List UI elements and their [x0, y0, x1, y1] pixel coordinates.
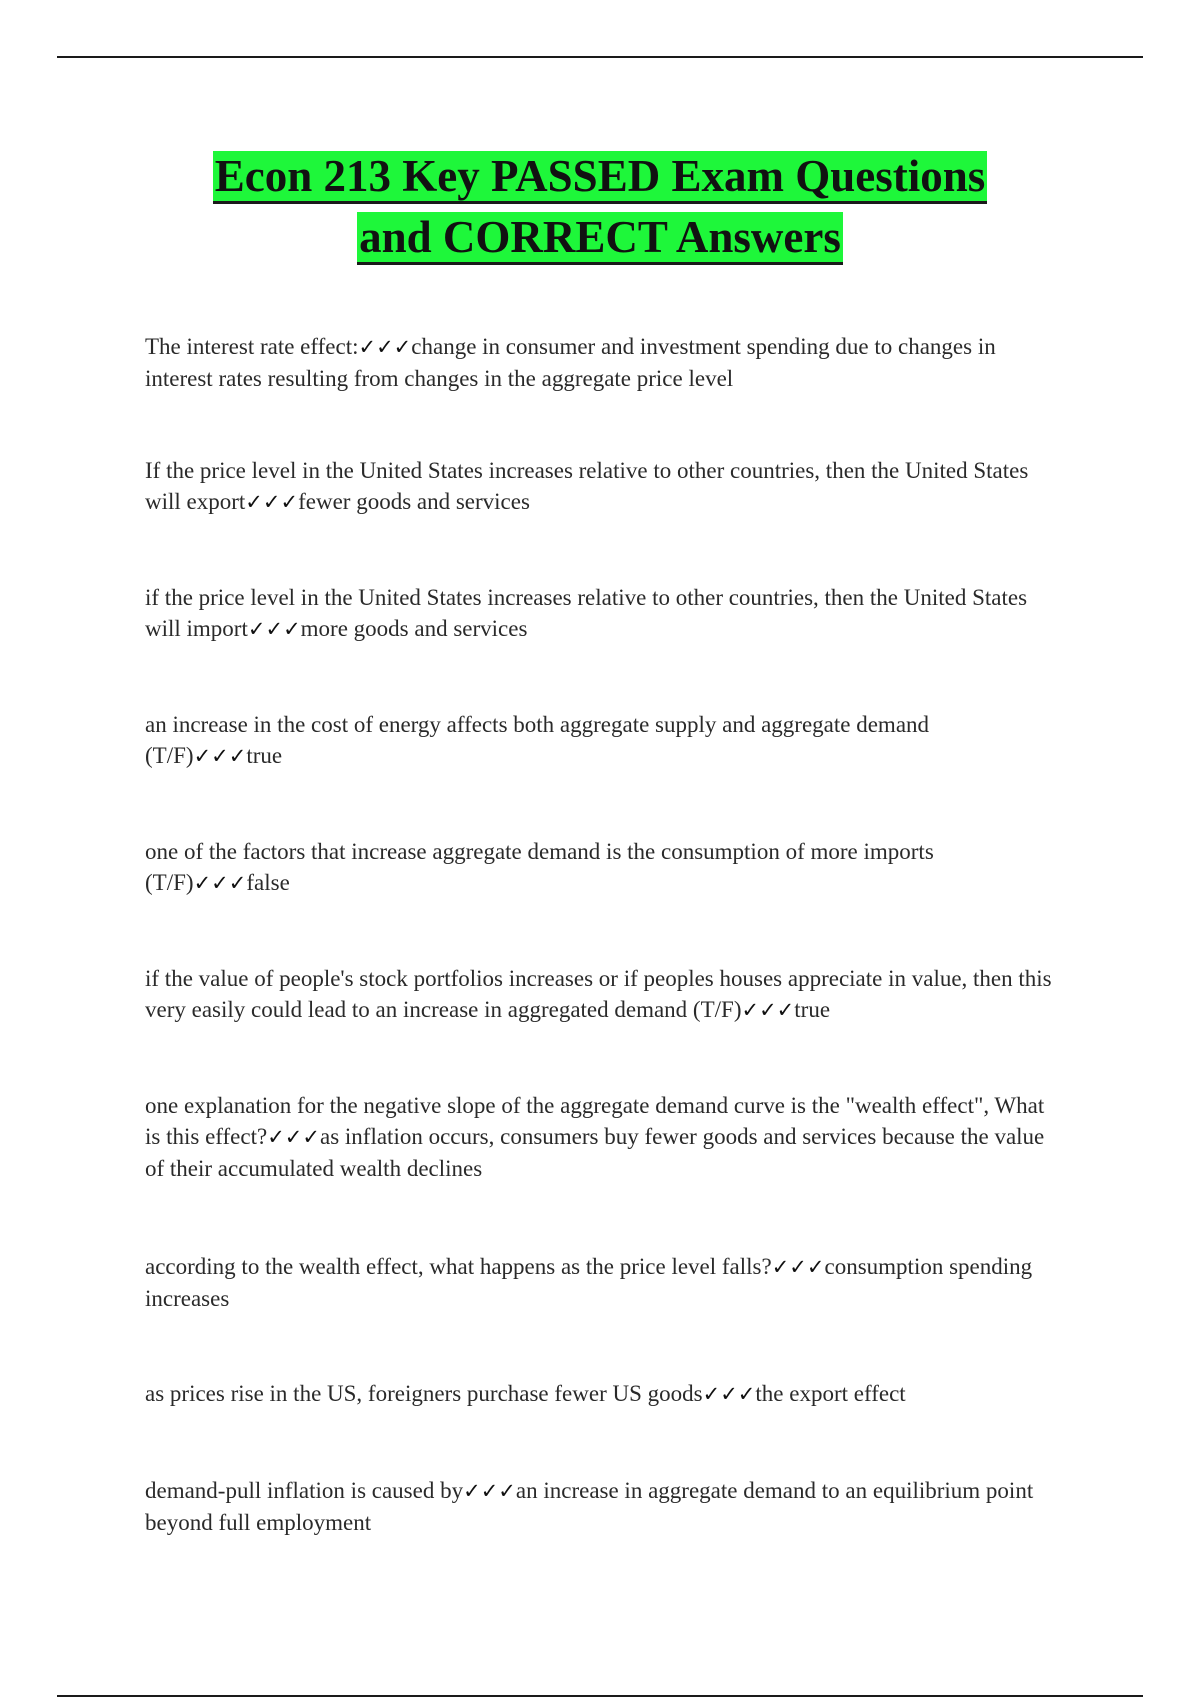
- question-text: demand-pull inflation is caused by: [145, 1478, 464, 1503]
- bottom-rule: [57, 1695, 1143, 1697]
- answer-text: the export effect: [755, 1381, 906, 1406]
- checkmark-icon: ✓✓✓: [193, 871, 247, 895]
- checkmark-icon: ✓✓✓: [771, 1255, 825, 1279]
- question-text: as prices rise in the US, foreigners purchase fewer US goods: [145, 1381, 703, 1406]
- title-line-1: Econ 213 Key PASSED Exam Questions: [213, 151, 988, 204]
- question-text: one of the factors that increase aggregate demand is the consumption of more imports (T/F): [145, 839, 934, 895]
- answer-text: as inflation occurs, consumers buy fewer goods and services because the value of their accumulated wealth declines: [145, 1124, 1045, 1181]
- qa-item-6: [145, 963, 1065, 1026]
- checkmark-icon: ✓✓✓: [358, 335, 412, 359]
- answer-text: true: [794, 997, 831, 1022]
- qa-item-4: [145, 709, 1065, 772]
- question-text: if the value of people's stock portfolios increases or if peoples houses appreciate in value, then this very easily could lead to an increase in aggregated demand (T/F): [145, 966, 1052, 1022]
- top-rule: [57, 56, 1143, 58]
- qa-item-3: [145, 582, 1065, 645]
- question-text: an increase in the cost of energy affects both aggregate supply and aggregate demand (T/F): [145, 712, 930, 768]
- checkmark-icon: ✓✓✓: [267, 1125, 320, 1149]
- qa-item-10: [145, 1475, 1065, 1538]
- qa-item-5: [145, 836, 1065, 899]
- answer-text: consumption spending increases: [145, 1254, 1033, 1311]
- title-line-2: and CORRECT Answers: [357, 212, 843, 265]
- qa-item-7: [145, 1090, 1065, 1184]
- answer-text: change in consumer and investment spending due to changes in interest rates resulting from changes in the aggregate price level: [145, 334, 996, 391]
- document-title: [0, 146, 1200, 268]
- question-text: according to the wealth effect, what happens as the price level falls?: [145, 1254, 772, 1279]
- qa-item-8: [145, 1251, 1065, 1314]
- checkmark-icon: ✓✓✓: [245, 490, 299, 514]
- question-text: one explanation for the negative slope of the aggregate demand curve is the "wealth effect", What is this effect?: [145, 1093, 1045, 1149]
- answer-text: fewer goods and services: [298, 489, 530, 514]
- checkmark-icon: ✓✓✓: [702, 1382, 756, 1406]
- answer-text: more goods and services: [300, 616, 528, 641]
- answer-text: an increase in aggregate demand to an equilibrium point beyond full employment: [145, 1478, 1034, 1535]
- question-text: if the price level in the United States increases relative to other countries, then the United States will import: [145, 585, 1028, 641]
- question-text: If the price level in the United States increases relative to other countries, then the United States will export: [145, 458, 1029, 514]
- checkmark-icon: ✓✓✓: [463, 1479, 516, 1503]
- qa-item-1: [145, 331, 1065, 394]
- checkmark-icon: ✓✓✓: [741, 998, 795, 1022]
- answer-text: false: [246, 870, 290, 895]
- qa-item-2: [145, 455, 1065, 518]
- answer-text: true: [246, 743, 283, 768]
- question-text: The interest rate effect:: [145, 334, 359, 359]
- checkmark-icon: ✓✓✓: [247, 617, 301, 641]
- checkmark-icon: ✓✓✓: [193, 744, 247, 768]
- qa-item-9: [145, 1378, 1065, 1410]
